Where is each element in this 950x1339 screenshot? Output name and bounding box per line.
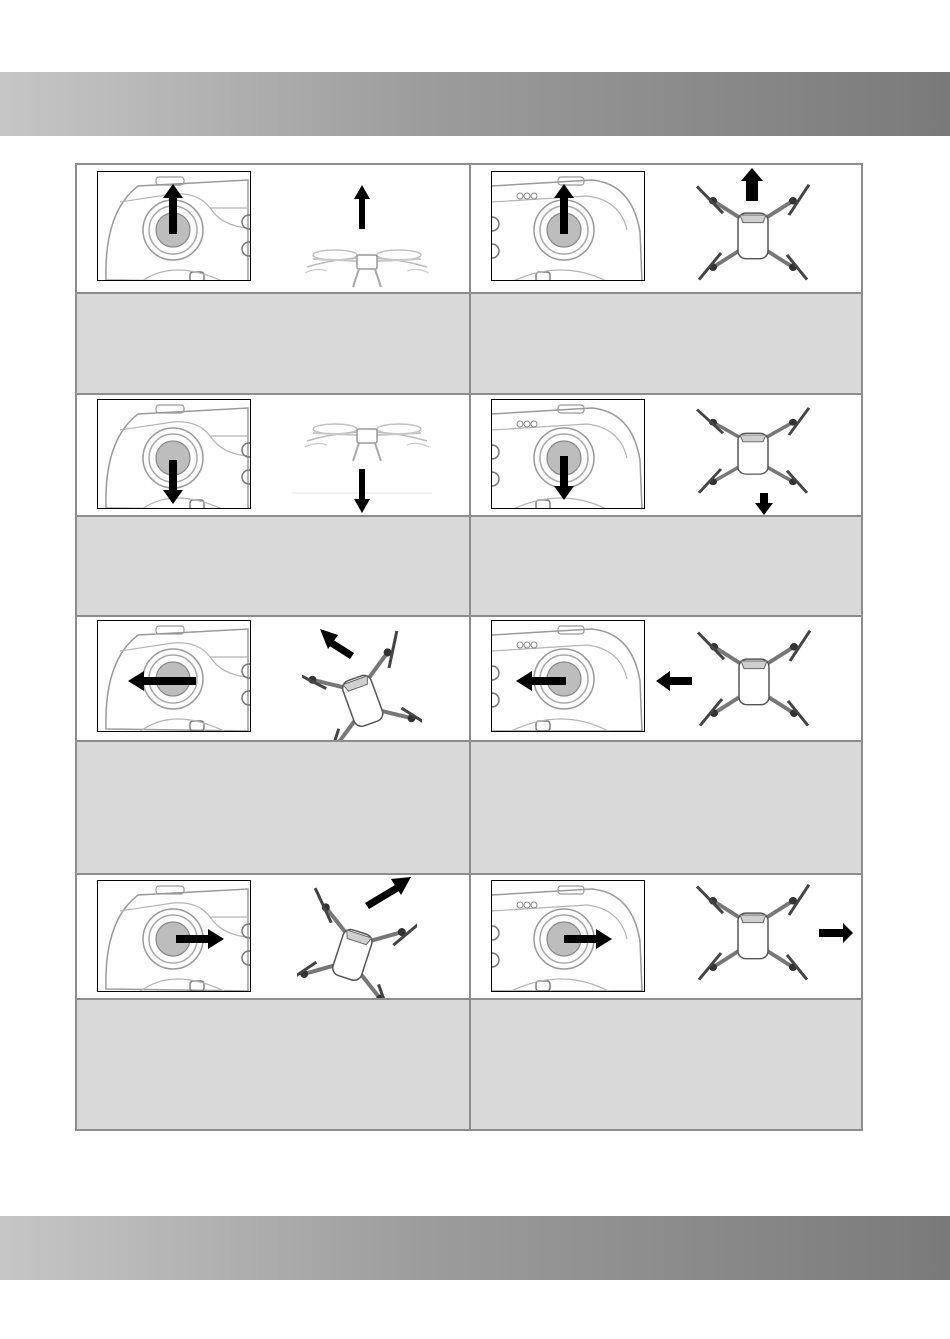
drone-side-view-icon [292, 411, 442, 515]
right-move-left-cell [471, 617, 861, 740]
header-band [0, 72, 950, 136]
controller-left-stick-icon [97, 620, 251, 732]
right-move-right-description [471, 1000, 861, 1129]
left-throttle-down-description [77, 517, 469, 615]
left-rotate-left-description [77, 742, 469, 873]
arrow-down-icon [354, 469, 370, 513]
controller-right-stick-icon [491, 399, 645, 509]
controller-left-stick-icon [97, 880, 251, 992]
arrow-left-icon [320, 629, 354, 659]
left-rotate-left-cell [77, 617, 469, 740]
right-move-right-cell [471, 875, 861, 998]
right-throttle-up-description [471, 294, 861, 393]
drone-top-view-icon [693, 165, 813, 290]
controller-left-stick-icon [97, 399, 251, 509]
drone-top-view-icon [693, 877, 853, 995]
right-move-left-description [471, 742, 861, 873]
left-rotate-right-description [77, 1000, 469, 1129]
controller-left-stick-icon [97, 171, 251, 281]
left-rotate-right-cell [77, 875, 469, 998]
arrow-right-icon [365, 877, 411, 909]
arrow-up-icon [354, 185, 370, 229]
controller-right-stick-icon [491, 620, 645, 732]
left-throttle-up-description [77, 294, 469, 393]
column-divider [469, 165, 471, 1129]
drone-side-view-icon [292, 179, 442, 291]
controller-right-stick-icon [491, 171, 645, 281]
left-throttle-down-cell [77, 395, 469, 515]
drone-rotated-right-icon [297, 875, 417, 1011]
drone-top-view-icon [693, 401, 813, 515]
right-throttle-down-cell [471, 395, 861, 515]
drone-top-view-icon [656, 623, 816, 737]
flight-control-table [75, 163, 863, 1131]
right-throttle-down-description [471, 517, 861, 615]
drone-rotated-left-icon [302, 621, 422, 755]
controller-right-stick-icon [491, 880, 645, 992]
arrow-right-icon [819, 923, 853, 943]
arrow-down-icon [755, 493, 773, 515]
arrow-up-icon [741, 168, 763, 201]
footer-band [0, 1216, 950, 1280]
right-throttle-up-cell [471, 165, 861, 292]
left-throttle-up-cell [77, 165, 469, 292]
arrow-left-icon [656, 671, 692, 691]
